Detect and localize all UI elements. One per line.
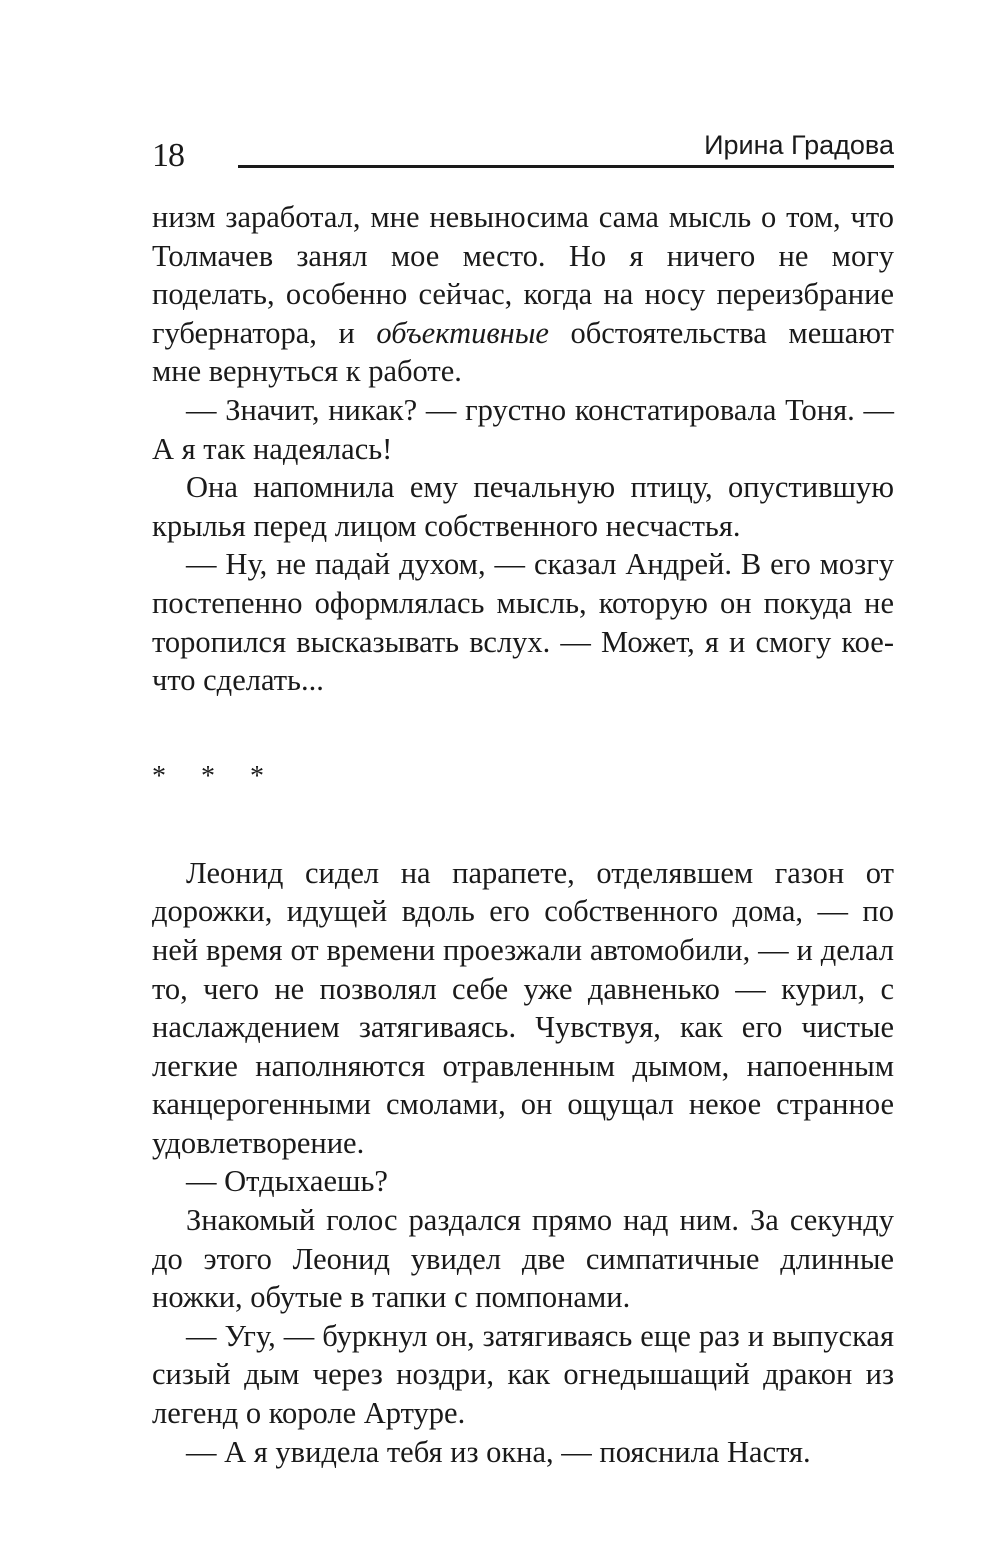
page-header [152,128,894,176]
paragraph-7: Знакомый голос раздался прямо над ним. За секунду до этого Леонид увидел две симпатичные длинные ножки, обутые в тапки с помпонами. [152,1203,894,1315]
paragraph-8: — Угу, — буркнул он, затягиваясь еще раз и выпуская сизый дым через ноздри, как огнедышащий дракон из легенд о короле Артуре. [152,1318,894,1431]
italic-emphasis: объективные [376,315,549,350]
paragraph-5: Леонид сидел на парапете, отделявшем газон от дорожки, идущей вдоль его собственного дома, — по ней время от времени проезжали автомобили, — и делал то, чего не позволял себе уже давненько — курил, с наслаждением затягиваясь. Чувствуя, как его чистые легкие наполняются отравленным дымом, напоенным канцерогенными смолами, он ощущал некое странное удовлетворение. [152,855,894,1160]
paragraph-2: — Значит, никак? — грустно констатировала Тоня. — А я так надеялась! [152,392,894,466]
header-rule [238,165,894,168]
section-separator: * * * [152,760,278,792]
paragraph-9: — А я увидела тебя из окна, — пояснила Настя. [186,1434,811,1469]
running-head-author: Ирина Градова [704,130,894,160]
paragraph-4: — Ну, не падай духом, — сказал Андрей. В его мозгу постепенно оформлялась мысль, которую он покуда не торопился высказывать вслух. — Может, я и смогу кое-что сделать... [152,547,894,698]
paragraph-6: — Отдыхаешь? [186,1164,388,1199]
page-number: 18 [152,137,184,174]
paragraph-1: низм заработал, мне невыносима сама мысль о том, что Толмачев занял мое место. Но я ничего не могу поделать, особенно сейчас, когда на носу переизбрание губернатора, и объективные обстоятельства мешают мне вернуться к работе. [152,200,895,389]
body-text [152,198,894,1471]
paragraph-3: Она напомнила ему печальную птицу, опустившую крылья перед лицом собственного несчастья. [152,470,894,543]
